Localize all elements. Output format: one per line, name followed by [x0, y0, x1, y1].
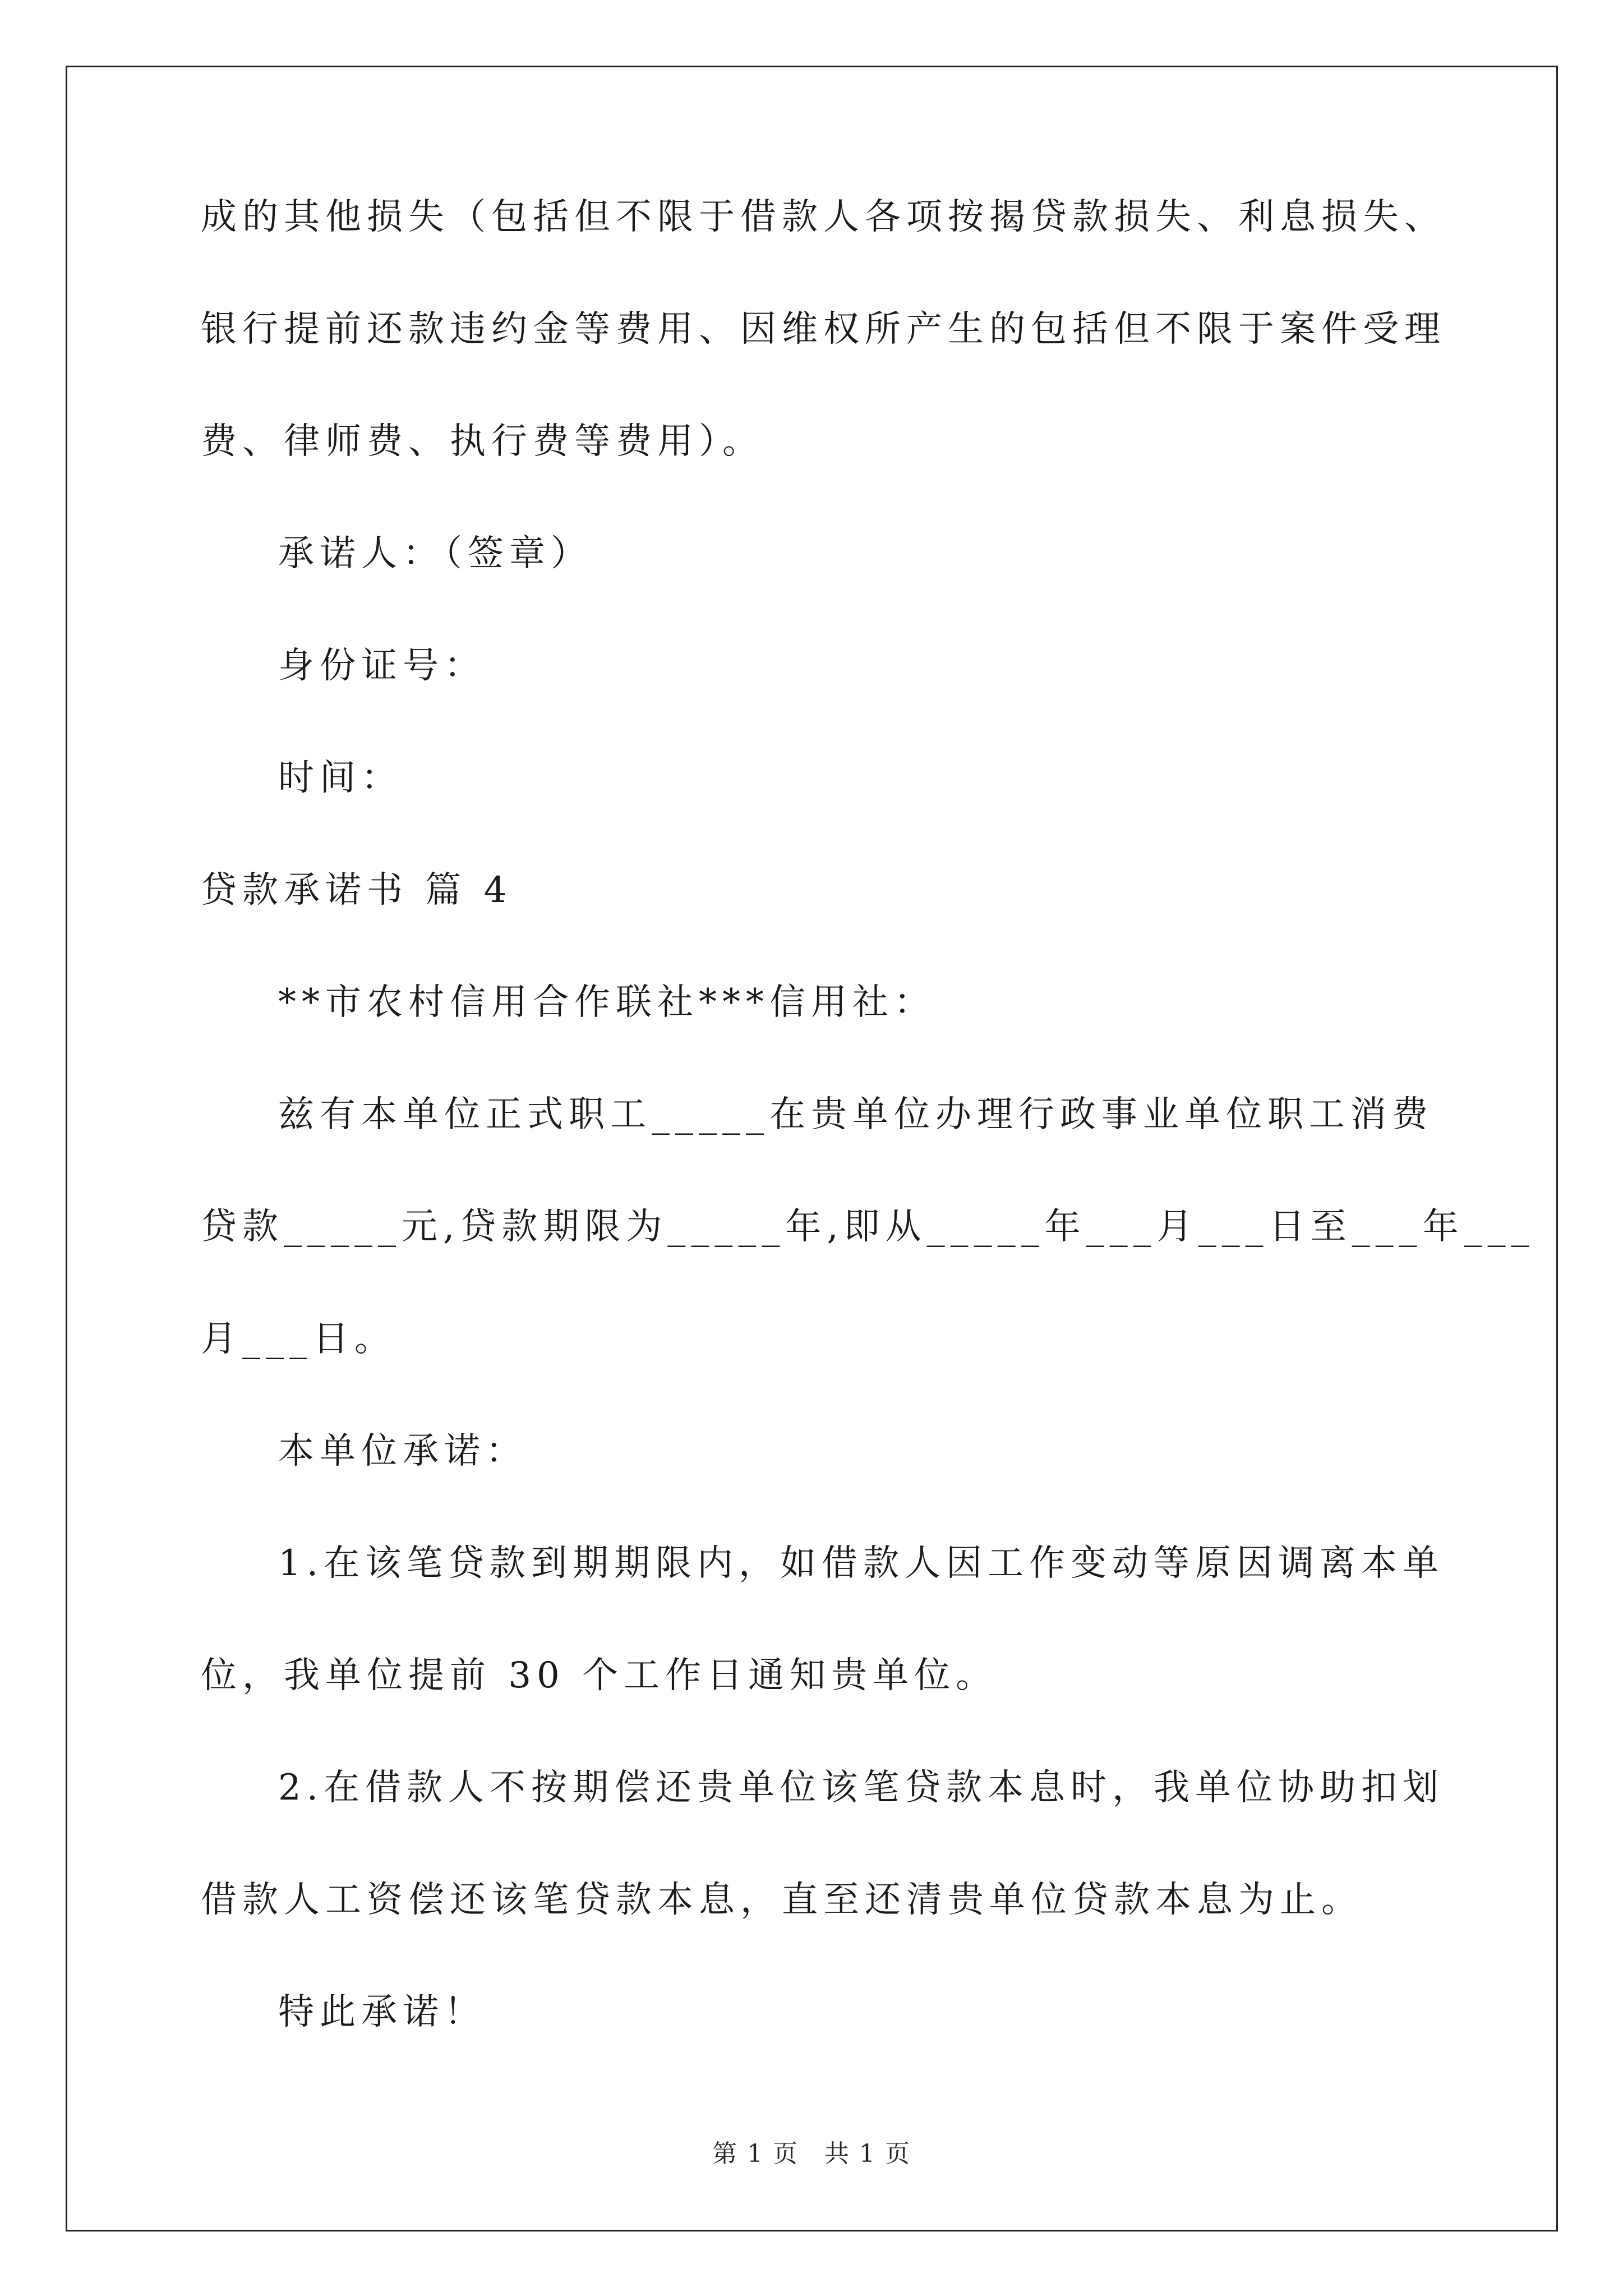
paragraph-line: 兹有本单位正式职工_____在贵单位办理行政事业单位职工消费 [278, 1094, 1433, 1135]
commitment-item-1-cont: 位，我单位提前 30 个工作日通知贵单位。 [201, 1655, 998, 1696]
commitment-item-2-cont: 借款人工资偿还该笔贷款本息，直至还清贵单位贷款本息为止。 [201, 1879, 1363, 1921]
paragraph-line: 贷款_____元,贷款期限为_____年,即从_____年___月___日至___年___ [201, 1206, 1535, 1248]
commitment-item-2: 2.在借款人不按期偿还贵单位该笔贷款本息时，我单位协助扣划 [278, 1767, 1445, 1809]
addressee-line: **市农村信用合作联社***信用社： [278, 982, 935, 1023]
paragraph-line: 银行提前还款违约金等费用、因维权所产生的包括但不限于案件受理 [201, 309, 1446, 350]
paragraph-line: 成的其他损失（包括但不限于借款人各项按揭贷款损失、利息损失、 [201, 196, 1446, 238]
id-number-line: 身份证号： [278, 645, 486, 687]
paragraph-line: 月___日。 [201, 1318, 396, 1360]
document-body [201, 196, 1535, 2106]
date-line: 时间： [278, 757, 403, 799]
commitment-item-1: 1.在该笔贷款到期期限内，如借款人因工作变动等原因调离本单 [278, 1543, 1445, 1584]
commitment-heading: 本单位承诺： [278, 1430, 527, 1472]
promisor-signature-line: 承诺人：（签章） [278, 533, 592, 574]
section-heading: 贷款承诺书 篇 4 [201, 869, 513, 911]
paragraph-line: 费、律师费、执行费等费用）。 [201, 421, 764, 462]
page-number-footer: 第 1 页 共 1 页 [712, 2139, 911, 2168]
closing-line: 特此承诺！ [278, 1991, 486, 2033]
